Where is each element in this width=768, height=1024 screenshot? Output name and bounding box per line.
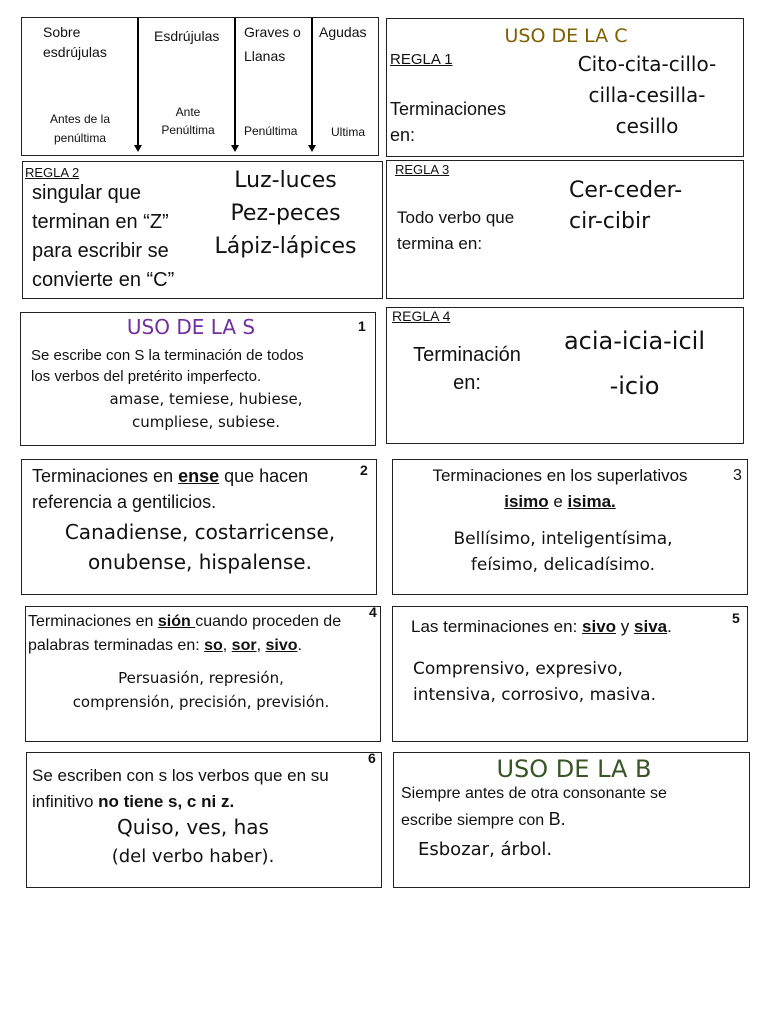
rule-5-keyword-sivo: sivo xyxy=(582,617,617,636)
rule-number: 4 xyxy=(369,606,377,620)
uso-b-letter: B. xyxy=(548,809,566,829)
regla-1-examples: Cito-cita-cillo- cilla-cesilla- cesillo xyxy=(577,52,717,138)
rule-number: 2 xyxy=(360,462,368,478)
rule-number: 3 xyxy=(733,467,742,484)
rule-6-examples-line1: Quiso, ves, has xyxy=(117,815,269,839)
column-divider-3 xyxy=(311,18,313,146)
rule-1-examples: amase, temiese, hubiese, cumpliese, subiese. xyxy=(109,390,303,431)
regla-3-examples: Cer-ceder- cir-cibir xyxy=(569,178,683,234)
regla-4-text: Terminación en: xyxy=(413,344,521,394)
regla-2-examples: Luz-luces Pez-peces Lápiz-lápices xyxy=(214,168,357,259)
col-sobre-esdrujulas-position: Antes de la penúltima xyxy=(49,112,111,145)
uso-b-title: USO DE LA B xyxy=(496,755,652,783)
col-esdrujulas-label: Esdrújulas xyxy=(154,28,220,44)
rule-number: 1 xyxy=(358,318,366,334)
rule-5-text xyxy=(411,617,672,637)
arrow-down-icon xyxy=(308,145,316,152)
rule-6-text-line1: Se escriben con s los verbos que en su xyxy=(32,766,329,785)
rule-4-text-line2-before: palabras terminadas en: xyxy=(28,637,205,654)
regla-3-text: Todo verbo que termina en: xyxy=(397,208,515,253)
rule-4-text-line2 xyxy=(28,637,302,655)
col-esdrujulas-position: Ante Penúltima xyxy=(161,105,215,137)
arrow-down-icon xyxy=(134,145,142,152)
uso-b-examples: Esbozar, árbol. xyxy=(418,839,553,860)
column-divider-2 xyxy=(234,18,236,146)
regla-2-label: REGLA 2 xyxy=(25,165,80,180)
regla-3-label: REGLA 3 xyxy=(395,162,450,177)
col-agudas-label: Agudas xyxy=(319,24,367,40)
uso-c-regla-2-card xyxy=(22,161,383,299)
rule-3-keyword-isima: isima. xyxy=(567,492,616,511)
rule-2-examples: Canadiense, costarricense, onubense, hispalense. xyxy=(64,520,336,574)
uso-c-title: USO DE LA C xyxy=(504,25,628,47)
uso-b-text-line2 xyxy=(401,809,566,830)
rule-4-text-line1 xyxy=(28,613,341,631)
rule-4-sep-2: , xyxy=(256,637,266,654)
rule-4-keyword: sión xyxy=(157,613,196,630)
col-graves-position: Penúltima xyxy=(244,124,298,138)
rule-6-examples-line2: (del verbo haber). xyxy=(111,846,275,867)
uso-b-card xyxy=(393,752,750,888)
uso-s-rule-1-card xyxy=(20,312,376,446)
rule-1-text: Se escribe con S la terminación de todos los verbos del pretérito imperfecto. xyxy=(31,347,304,385)
rule-4-text-after: cuando proceden de xyxy=(195,613,342,630)
uso-s-rule-2-card xyxy=(21,459,377,595)
rule-3-examples: Bellísimo, inteligentísima, feísimo, delicadísimo. xyxy=(453,529,673,575)
uso-s-rule-6-card xyxy=(26,752,382,888)
regla-1-text: Terminaciones en: xyxy=(390,99,507,145)
rule-6-keyword: no tiene s, c ni z. xyxy=(98,792,235,811)
regla-4-examples: acia-icia-icil -icio xyxy=(563,327,706,400)
rule-2-text-line1 xyxy=(32,466,308,487)
uso-s-rule-4-card xyxy=(25,606,381,742)
rule-5-examples: Comprensivo, expresivo, intensiva, corrosivo, masiva. xyxy=(413,659,657,705)
rule-3-text-line1: Terminaciones en los superlativos xyxy=(432,466,688,485)
col-graves-label: Graves o Llanas xyxy=(244,24,301,64)
rule-5-text-before: Las terminaciones en: xyxy=(411,617,583,636)
regla-1-label: REGLA 1 xyxy=(390,51,453,68)
column-divider-1 xyxy=(137,18,139,146)
rule-4-text-before: Terminaciones en xyxy=(28,613,158,630)
rule-4-end: . xyxy=(297,637,302,654)
uso-b-text-line1: Siempre antes de otra consonante se xyxy=(401,785,667,802)
rule-number: 6 xyxy=(368,750,376,766)
uso-c-regla-4-card xyxy=(386,307,744,444)
rule-2-keyword: ense xyxy=(178,466,220,486)
rule-3-connector: e xyxy=(548,492,568,511)
rule-4-keyword-so: so xyxy=(204,637,223,654)
regla-4-label: REGLA 4 xyxy=(392,308,451,324)
rule-number: 5 xyxy=(732,610,740,626)
rule-4-keyword-sivo: sivo xyxy=(265,637,298,654)
arrow-down-icon xyxy=(231,145,239,152)
rule-2-text-line2: referencia a gentilicios. xyxy=(32,492,217,512)
uso-c-regla-1-card xyxy=(386,18,744,157)
rule-5-end: . xyxy=(667,617,672,636)
rule-5-keyword-siva: siva xyxy=(634,617,668,636)
uso-s-rule-5-card xyxy=(392,606,748,742)
rule-6-text-line2 xyxy=(32,792,234,812)
rule-4-keyword-sor: sor xyxy=(231,637,257,654)
regla-2-text: singular que terminan en “Z” para escribir se convierte en “C” xyxy=(32,182,175,291)
rule-5-connector: y xyxy=(616,617,635,636)
rule-4-examples: Persuasión, represión, comprensión, precisión, previsión. xyxy=(72,669,330,711)
col-agudas-position: Ultima xyxy=(331,125,366,139)
rule-2-text-before: Terminaciones en xyxy=(32,466,179,486)
rule-6-text-before: infinitivo xyxy=(32,792,99,811)
rule-3-keyword-isimo: isimo xyxy=(504,492,549,511)
rule-3-text-line2 xyxy=(395,492,725,512)
rule-4-sep-1: , xyxy=(222,637,232,654)
rule-2-text-after: que hacen xyxy=(219,466,309,486)
stress-table xyxy=(21,17,379,156)
uso-s-rule-3-card xyxy=(392,459,748,595)
col-sobre-esdrujulas-label: Sobre esdrújulas xyxy=(43,24,107,60)
uso-c-regla-3-card xyxy=(386,160,744,299)
uso-b-text-before: escribe siempre con xyxy=(401,812,549,829)
uso-s-title: USO DE LA S xyxy=(126,315,256,339)
